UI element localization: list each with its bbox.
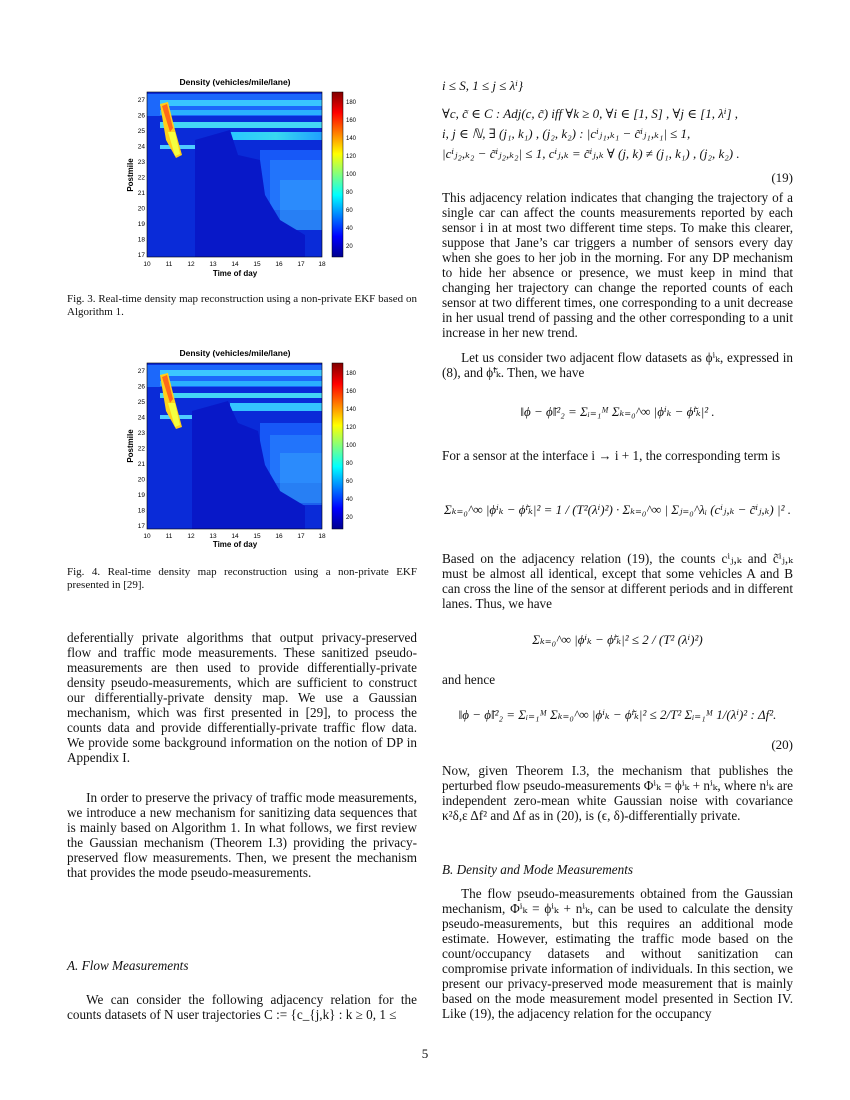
figure-3-caption: Fig. 3. Real-time density map reconstruction using a non-private EKF based on Algorithm 1. (67, 293, 417, 318)
colorbar-tick: 60 (346, 208, 353, 214)
figure-3 (120, 70, 365, 280)
equation-line: ∀c, c̃ ∈ C : Adj(c, c̃) iff ∀k ≥ 0, ∀i ∈ [1, S] , ∀j ∈ [1, λⁱ] , (442, 106, 739, 121)
y-tick: 22 (137, 445, 145, 453)
y-tick: 20 (137, 205, 145, 213)
y-tick: 25 (137, 399, 145, 406)
x-tick: 18 (318, 261, 326, 268)
y-tick: 25 (137, 128, 145, 135)
x-tick: 14 (231, 261, 239, 268)
y-tick: 21 (137, 461, 145, 468)
left-column (67, 790, 417, 880)
y-tick: 24 (137, 414, 145, 422)
x-tick: 17 (297, 261, 305, 268)
equation-20 (442, 705, 793, 752)
y-tick: 23 (137, 159, 145, 166)
x-tick: 13 (209, 261, 217, 268)
colorbar-tick: 120 (346, 154, 357, 160)
y-tick: 17 (137, 523, 145, 530)
colorbar-tick: 140 (346, 136, 357, 142)
x-tick: 14 (231, 533, 239, 540)
paragraph: For a sensor at the interface i → i + 1, the corresponding term is (442, 448, 781, 463)
y-tick: 26 (137, 112, 145, 120)
y-tick: 18 (137, 507, 145, 515)
paragraph: Now, given Theorem I.3, the mechanism that publishes the perturbed flow pseudo-measurements Φⁱₖ = ϕⁱₖ + nⁱₖ, where nⁱₖ are independent zero-mean white Gaussian noise with covariance κ²δ,ε Δf² and Δf as in (20), is (ϵ, δ)-differentially private. (442, 763, 793, 824)
x-axis-label: Time of day (212, 269, 258, 278)
left-column (67, 992, 417, 1022)
y-tick: 26 (137, 383, 145, 391)
y-tick: 20 (137, 476, 145, 484)
equation-19 (442, 76, 793, 185)
colorbar-tick: 140 (346, 407, 357, 413)
right-column (442, 190, 793, 340)
paragraph: and hence (442, 672, 496, 687)
equation (442, 500, 793, 520)
colorbar-tick: 80 (346, 190, 353, 196)
paragraph: Let us consider two adjacent flow datasets as ϕⁱₖ, expressed in (8), and ϕ̃ⁱₖ. Then, we have (442, 350, 793, 381)
equation-line: ‖ϕ − ϕ̃‖²₂ = Σᵢ₌₁ᴹ Σₖ₌₀^∞ |ϕⁱₖ − ϕ̃ⁱₖ|² ≤ 2/T² Σᵢ₌₁ᴹ 1/(λⁱ)² : Δf². (458, 707, 777, 722)
right-column (442, 672, 793, 687)
section-heading-b: B. Density and Mode Measurements (442, 862, 634, 877)
equation (442, 630, 793, 650)
x-tick: 11 (165, 261, 173, 268)
x-axis-label: Time of day (212, 540, 258, 549)
equation-line: ‖ϕ − ϕ̃‖²₂ = Σᵢ₌₁ᴹ Σₖ₌₀^∞ |ϕⁱₖ − ϕ̃ⁱₖ|² . (520, 404, 715, 419)
heatmap-figure-3 (120, 70, 365, 280)
y-tick: 19 (137, 492, 145, 499)
colorbar (332, 363, 343, 529)
right-column (442, 551, 793, 611)
colorbar-tick: 100 (346, 443, 357, 449)
figure-4 (120, 343, 365, 553)
equation-line: Σₖ₌₀^∞ |ϕⁱₖ − ϕ̃ⁱₖ|² ≤ 2 / (T² (λⁱ)²) (532, 632, 703, 647)
x-tick: 10 (143, 261, 151, 268)
colorbar-tick: 100 (346, 172, 357, 178)
paragraph: The flow pseudo-measurements obtained from the Gaussian mechanism, Φⁱₖ = ϕⁱₖ + nⁱₖ, can be used to calculate the density pseudo-measurements, but this requires an additional mode estimate. However, estimating the traffic mode based on the count/occupancy datasets and without sanitization can compromise private information of individuals. In this section, we present our privacy-preserved mode measurement that is mainly based on the mode measurement model presented in Section IV. Like (19), the adjacency relation for the occupancy (442, 886, 793, 1022)
y-tick: 17 (137, 252, 145, 259)
colorbar-tick: 20 (346, 515, 353, 521)
paragraph: deferentially private algorithms that output privacy-preserved flow and traffic mode measurements. These sanitized pseudo-measurements are then used to provide differentially-private density pseudo-measurements, which are sufficient to construct our differentially-private density map. We use a Gaussian mechanism, which was first presented in [29], to process the counts data and provide differentially-private traffic flow data. We provide some background information on the notion of DP in Appendix I. (67, 630, 417, 766)
heatmap-figure-4 (120, 343, 365, 553)
colorbar-tick: 180 (346, 371, 357, 377)
right-column (442, 350, 793, 380)
x-tick: 12 (187, 261, 195, 268)
x-tick: 13 (209, 533, 217, 540)
figure-title: Density (vehicles/mile/lane) (179, 77, 291, 87)
right-column (442, 886, 793, 1021)
equation-line: i ≤ S, 1 ≤ j ≤ λⁱ} (442, 78, 524, 93)
y-tick: 18 (137, 236, 145, 244)
x-tick: 15 (253, 533, 261, 540)
colorbar-tick: 20 (346, 244, 353, 250)
section-heading-a: A. Flow Measurements (67, 958, 189, 973)
colorbar-tick: 160 (346, 389, 357, 395)
colorbar (332, 92, 343, 257)
x-tick: 17 (297, 533, 305, 540)
x-tick: 12 (187, 533, 195, 540)
colorbar-tick: 40 (346, 497, 353, 503)
figure-4-caption: Fig. 4. Real-time density map reconstruction using a non-private EKF presented in [29]. (67, 566, 417, 591)
equation-line: |cⁱⱼ₂,ₖ₂ − c̃ⁱⱼ₂,ₖ₂| ≤ 1, cⁱⱼ,ₖ = c̃ⁱⱼ,ₖ ∀ (j, k) ≠ (j₁, k₁) , (j₂, k₂) . (442, 146, 740, 161)
x-tick: 10 (143, 533, 151, 540)
paragraph: This adjacency relation indicates that changing the trajectory of a single car can affect the counts measurements reported by each sensor i in at most two different time steps. To make this clearer, suppose that Jane’s car triggers a number of sensors every day when she goes to her job in the morning. For any DP mechanism to hide her absence or presence, we must keep in mind that changing her trajectory can change the reported counts of each sensor at two different times, one corresponding to a unit decrease in her usual trend of passing and the other corresponding to a unit increase in her new trend. (442, 190, 793, 341)
y-tick: 27 (137, 368, 145, 375)
paragraph: Based on the adjacency relation (19), the counts cⁱⱼ,ₖ and c̃ⁱⱼ,ₖ must be almost all identical, except that some vehicles A and B can cross the line of the sensor at different periods and in different lanes. Thus, we have (442, 551, 793, 612)
equation-number: (19) (771, 170, 793, 185)
colorbar-tick: 160 (346, 118, 357, 124)
colorbar-tick: 120 (346, 425, 357, 431)
y-axis-label: Postmile (126, 429, 135, 463)
y-tick: 27 (137, 97, 145, 104)
y-tick: 21 (137, 190, 145, 197)
page-number: 5 (421, 1046, 429, 1061)
equation-line: Σₖ₌₀^∞ |ϕⁱₖ − ϕ̃ⁱₖ|² = 1 / (T²(λⁱ)²) · Σₖ₌₀^∞ | Σⱼ₌₀^λᵢ (cⁱⱼ,ₖ − c̃ⁱⱼ,ₖ) |² . (444, 502, 791, 517)
colorbar-tick: 40 (346, 226, 353, 232)
right-column (442, 448, 793, 463)
y-axis-label: Postmile (126, 158, 135, 192)
right-column (442, 763, 793, 823)
equation-number: (20) (771, 737, 793, 752)
x-tick: 16 (275, 533, 283, 540)
colorbar-tick: 80 (346, 461, 353, 467)
y-tick: 19 (137, 221, 145, 228)
colorbar-tick: 60 (346, 479, 353, 485)
x-tick: 18 (318, 533, 326, 540)
y-tick: 24 (137, 143, 145, 151)
x-tick: 16 (275, 261, 283, 268)
y-tick: 22 (137, 174, 145, 182)
figure-title: Density (vehicles/mile/lane) (179, 348, 291, 358)
left-column (67, 630, 417, 765)
paragraph: In order to preserve the privacy of traffic mode measurements, we introduce a new mechanism for sanitizing data sequences that is mainly based on Algorithm 1. In what follows, we first review the Gaussian mechanism (Theorem I.3) providing the privacy-preserved flow measurements. Then, we present the mechanism that provides the mode pseudo-measurements. (67, 790, 417, 881)
x-tick: 11 (165, 533, 173, 540)
colorbar-tick: 180 (346, 100, 357, 106)
equation (442, 402, 793, 422)
y-tick: 23 (137, 430, 145, 437)
x-tick: 15 (253, 261, 261, 268)
equation-line: i, j ∈ ℕ, ∃ (j₁, k₁) , (j₂, k₂) : |cⁱⱼ₁,ₖ₁ − c̃ⁱⱼ₁,ₖ₁| ≤ 1, (442, 126, 691, 141)
paragraph: We can consider the following adjacency relation for the counts datasets of N user trajectories C := {c_{j,k} : k ≥ 0, 1 ≤ (67, 992, 417, 1023)
